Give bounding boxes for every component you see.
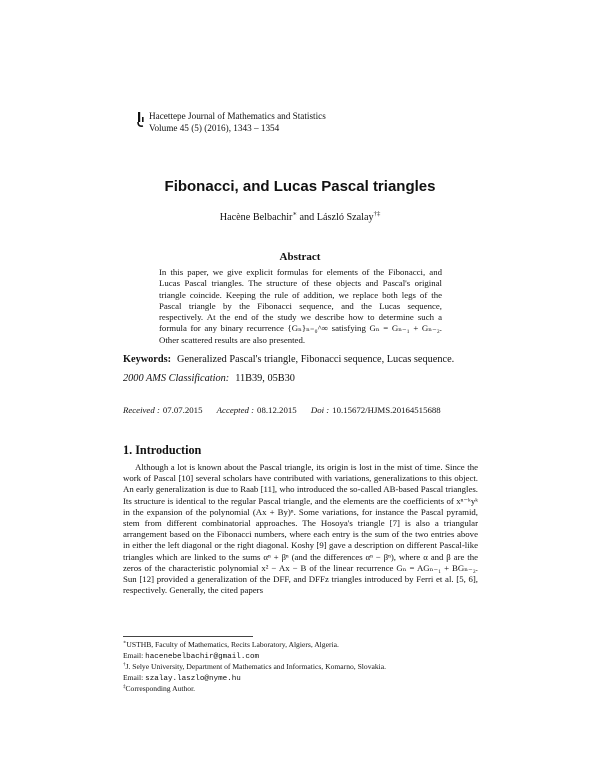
email-address: hacenebelbachir@gmail.com bbox=[145, 652, 260, 661]
journal-volume: Volume 45 (5) (2016), 1343 – 1354 bbox=[149, 122, 280, 133]
accepted-date: 08.12.2015 bbox=[257, 405, 297, 415]
footnote-mark: ∗ bbox=[123, 640, 127, 646]
publication-dates bbox=[123, 405, 441, 415]
footnote-3 bbox=[123, 684, 478, 695]
ams-value: 11B39, 05B30 bbox=[235, 373, 295, 384]
footnote-2 bbox=[123, 662, 478, 673]
section-heading: 1. Introduction bbox=[123, 443, 202, 457]
email-address: szalay.laszlo@nyme.hu bbox=[145, 674, 241, 683]
abstract-body bbox=[159, 267, 442, 346]
accepted-label: Accepted : bbox=[216, 405, 255, 415]
footnote-1-email bbox=[123, 651, 478, 663]
footnote-mark: † bbox=[123, 662, 126, 668]
keywords-label: Keywords: bbox=[123, 354, 172, 365]
email-label: Email: bbox=[123, 650, 144, 660]
footnote-text: Corresponding Author. bbox=[125, 684, 196, 694]
author-name: László Szalay bbox=[316, 212, 374, 223]
journal-header bbox=[149, 111, 326, 134]
keywords bbox=[123, 354, 483, 365]
paragraph: Although a lot is known about the Pascal triangle, its origin is lost in the mist of time. Since the work of Pascal [10] several scholars have contributed with variations, generalizations to this object. An early generalization is due to Raab [11], who introduced the so-called AB-based Pascal triangles. Its structure is identical to the regular Pascal triangle, and the elements are the coefficients of xⁿ⁻ᵏyᵏ in the expansion of the polynomial (Ax + By)ⁿ. Some variations, for instance the Pascal pyramid, stem from different combinatorial approaches. The Hosoya's triangle [7] is also a triangular arrangement based on the Fibonacci numbers, where each entry is the sum of the two entries above in either the left diagonal or the right diagonal. Koshy [9] gave a description on different Pascal-like triangles which are linked to the sums αⁿ + βⁿ (and the differences αⁿ − βⁿ), where α and β are the zeros of the characteristic polynomial x² − Ax − B of the linear recurrence Gₙ = AGₙ₋₁ + BGₙ₋₂. Sun [12] provided a generalization of the DFF, and DFFz triangles introduced by Ferri et al. [5, 6], respectively. Generally, the cited papers bbox=[123, 462, 478, 596]
footnote-2-email bbox=[123, 673, 478, 685]
email-label: Email: bbox=[123, 672, 144, 682]
footnote-rule bbox=[123, 636, 253, 637]
received-label: Received : bbox=[123, 405, 160, 415]
ams-label: 2000 AMS Classification: bbox=[123, 373, 230, 384]
doi-value: 10.15672/HJMS.20164515688 bbox=[332, 405, 441, 415]
footnote-1 bbox=[123, 640, 478, 651]
journal-logo-icon bbox=[137, 109, 147, 131]
paper-title: Fibonacci, and Lucas Pascal triangles bbox=[164, 178, 436, 195]
author-line bbox=[0, 212, 600, 223]
keywords-value: Generalized Pascal's triangle, Fibonacci sequence, Lucas sequence. bbox=[177, 354, 455, 365]
author-name: Hacène Belbachir bbox=[219, 212, 293, 223]
journal-name: Hacettepe Journal of Mathematics and Statistics bbox=[149, 111, 326, 121]
doi-label: Doi : bbox=[310, 405, 330, 415]
footnote-mark: ‡ bbox=[123, 684, 126, 690]
footnote-text: USTHB, Faculty of Mathematics, Recits Laboratory, Algiers, Algeria. bbox=[126, 640, 339, 649]
received-date: 07.07.2015 bbox=[162, 405, 203, 415]
footnotes bbox=[123, 640, 478, 695]
abstract-text: In this paper, we give explicit formulas for elements of the Fibonacci, and Lucas Pascal triangles. The structure of these objects and Pascal's original triangle coincide. Keeping the rule of addition, we replace both legs of the Pascal triangle by the Fibonacci sequence, and the Lucas sequence, respectively. At the end of the study we describe how to determine such a formula for any binary recurrence {Gₙ}ₙ₌₀^∞ satisfying Gₙ = Gₙ₋₁ + Gₙ₋₂. Other scattered results are also presented. bbox=[159, 267, 442, 345]
ams-classification bbox=[123, 373, 295, 384]
abstract-heading: Abstract bbox=[279, 251, 321, 263]
author-conjunction: and bbox=[299, 212, 315, 223]
footnote-text: J. Selye University, Department of Mathematics and Informatics, Komarno, Slovakia. bbox=[125, 662, 387, 672]
footnote-mark: †‡ bbox=[373, 210, 381, 218]
section-body bbox=[123, 462, 478, 596]
footnote-mark: ∗ bbox=[292, 210, 297, 218]
